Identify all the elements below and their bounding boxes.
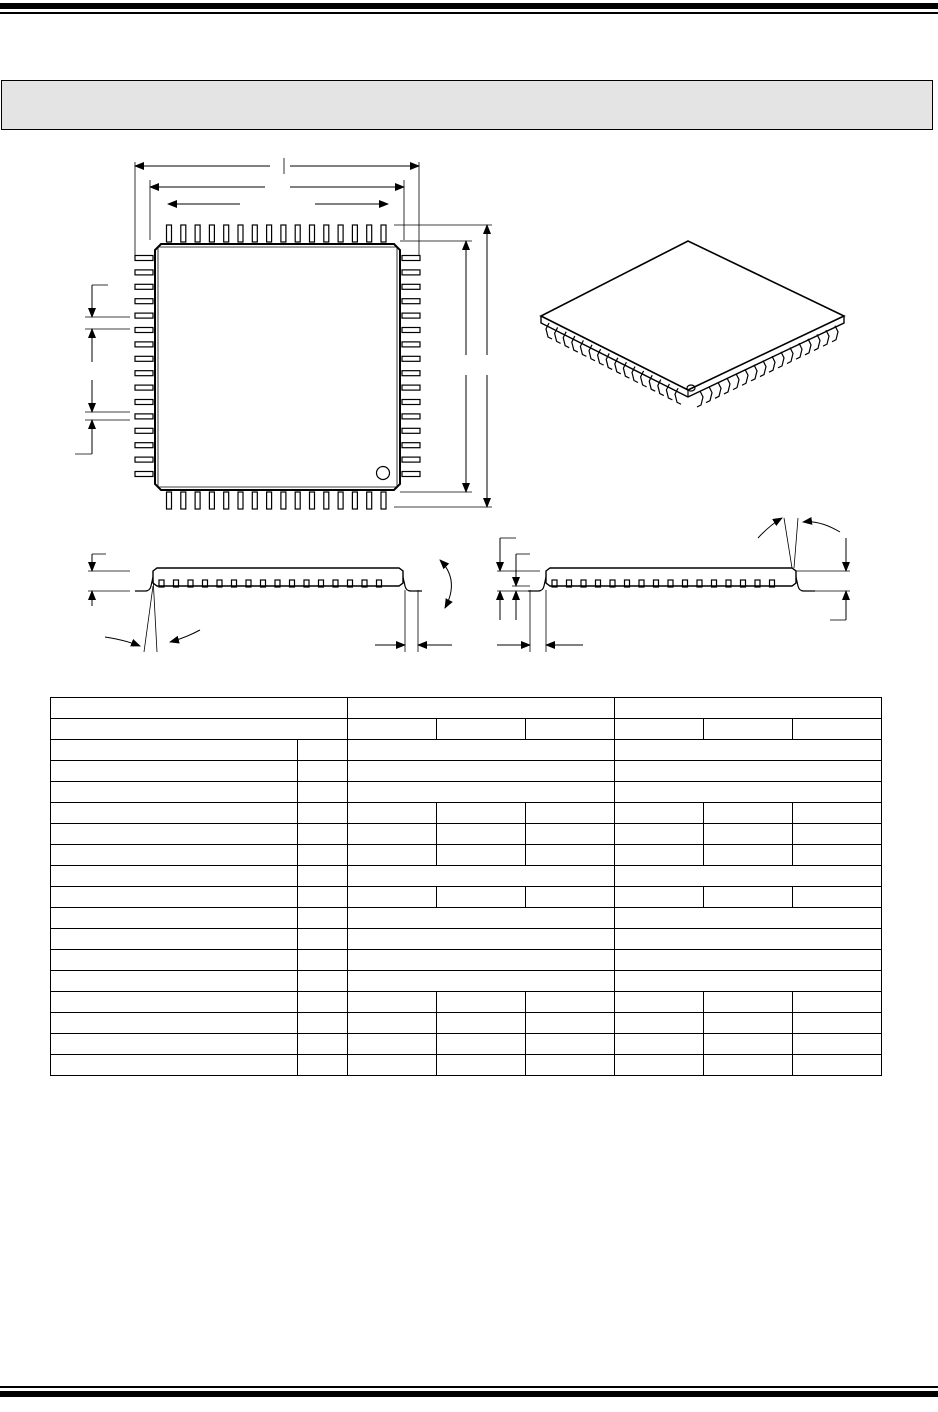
in-value-cell xyxy=(615,929,882,950)
iso-lead xyxy=(715,382,721,398)
pin-right xyxy=(402,299,420,304)
value-cell xyxy=(704,1013,793,1034)
pin-top xyxy=(381,225,386,242)
pin-bottom xyxy=(338,492,343,509)
pin-right xyxy=(402,342,420,347)
iso-package-body xyxy=(541,241,844,390)
pin-left xyxy=(135,400,153,405)
dimension-symbol-cell xyxy=(298,908,348,929)
dimension-name-cell xyxy=(51,929,298,950)
table-row xyxy=(51,992,882,1013)
value-cell xyxy=(437,992,526,1013)
limit-header-cell xyxy=(704,719,793,740)
pin-left xyxy=(135,313,153,318)
limit-header-cell xyxy=(437,719,526,740)
value-cell xyxy=(437,824,526,845)
pin-bottom xyxy=(324,492,329,509)
pin-right xyxy=(402,328,420,333)
mm-value-cell xyxy=(348,908,615,929)
pin-left xyxy=(135,270,153,275)
dimension-name-cell xyxy=(51,950,298,971)
pin-left xyxy=(135,457,153,462)
pin-right xyxy=(402,428,420,433)
footer-rule-thin xyxy=(0,1386,938,1388)
value-cell xyxy=(704,845,793,866)
dimension-name-cell xyxy=(51,740,298,761)
side-view-right xyxy=(497,518,850,652)
value-cell xyxy=(526,1055,615,1076)
pin-top xyxy=(352,225,357,242)
dimension-symbol-cell xyxy=(298,1013,348,1034)
value-cell xyxy=(526,1013,615,1034)
value-cell xyxy=(704,887,793,908)
package-drawing xyxy=(0,140,938,665)
value-cell xyxy=(526,845,615,866)
value-cell xyxy=(348,845,437,866)
dimension-symbol-cell xyxy=(298,950,348,971)
table-row xyxy=(51,740,882,761)
pin-top xyxy=(267,225,272,242)
value-cell xyxy=(793,824,882,845)
pin-left xyxy=(135,328,153,333)
table-row xyxy=(51,824,882,845)
footer-rule-thick xyxy=(0,1391,938,1397)
dimension-symbol-cell xyxy=(298,1034,348,1055)
value-cell xyxy=(615,992,704,1013)
value-cell xyxy=(793,887,882,908)
pin-left xyxy=(135,342,153,347)
value-cell xyxy=(526,824,615,845)
dimension-name-cell xyxy=(51,992,298,1013)
pin-top xyxy=(195,225,200,242)
dimension-name-cell xyxy=(51,971,298,992)
pin-top xyxy=(238,225,243,242)
dimension-name-cell xyxy=(51,1013,298,1034)
pin-top xyxy=(252,225,257,242)
value-cell xyxy=(437,1013,526,1034)
value-cell xyxy=(793,803,882,824)
value-cell xyxy=(615,803,704,824)
value-cell xyxy=(704,824,793,845)
value-cell xyxy=(793,1055,882,1076)
value-cell xyxy=(437,803,526,824)
table-row xyxy=(51,866,882,887)
pin1-marker xyxy=(377,467,390,480)
pin-right xyxy=(402,472,420,477)
header-rule-thick xyxy=(0,3,938,9)
table-row xyxy=(51,971,882,992)
table-row xyxy=(51,1034,882,1055)
value-cell xyxy=(526,887,615,908)
mm-value-cell xyxy=(348,782,615,803)
value-cell xyxy=(348,992,437,1013)
iso-lead xyxy=(724,378,730,394)
pin-bottom xyxy=(352,492,357,509)
value-cell xyxy=(704,1055,793,1076)
iso-lead xyxy=(706,387,712,403)
pin-left xyxy=(135,428,153,433)
dimension-name-cell xyxy=(51,803,298,824)
value-cell xyxy=(793,992,882,1013)
pin-right xyxy=(402,256,420,261)
table-row xyxy=(51,761,882,782)
millimeters-header xyxy=(348,698,615,719)
mm-value-cell xyxy=(348,740,615,761)
header-rule-thin xyxy=(0,12,938,14)
pin-left xyxy=(135,472,153,477)
value-cell xyxy=(704,1034,793,1055)
value-cell xyxy=(348,1013,437,1034)
dimension-name-cell xyxy=(51,845,298,866)
pin-left xyxy=(135,443,153,448)
dimension-symbol-cell xyxy=(298,992,348,1013)
pin-bottom xyxy=(252,492,257,509)
limit-header-cell xyxy=(526,719,615,740)
pin-bottom xyxy=(224,492,229,509)
pin-bottom xyxy=(381,492,386,509)
pin-top xyxy=(224,225,229,242)
value-cell xyxy=(704,803,793,824)
table-row xyxy=(51,845,882,866)
value-cell xyxy=(348,887,437,908)
pin-right xyxy=(402,371,420,376)
limit-header-cell xyxy=(793,719,882,740)
value-cell xyxy=(437,1034,526,1055)
pin-bottom xyxy=(181,492,186,509)
pin-bottom xyxy=(167,492,172,509)
value-cell xyxy=(348,803,437,824)
pin-bottom xyxy=(295,492,300,509)
dimension-symbol-cell xyxy=(298,971,348,992)
in-value-cell xyxy=(615,866,882,887)
pin-right xyxy=(402,457,420,462)
mm-value-cell xyxy=(348,761,615,782)
in-value-cell xyxy=(615,971,882,992)
table-row xyxy=(51,1013,882,1034)
dimension-symbol-cell xyxy=(298,887,348,908)
value-cell xyxy=(704,992,793,1013)
value-cell xyxy=(615,824,704,845)
mm-value-cell xyxy=(348,971,615,992)
pin-left xyxy=(135,299,153,304)
dimension-name-cell xyxy=(51,761,298,782)
pin-bottom xyxy=(209,492,214,509)
pin-left xyxy=(135,371,153,376)
in-value-cell xyxy=(615,761,882,782)
value-cell xyxy=(615,1034,704,1055)
pin-right xyxy=(402,400,420,405)
inches-header xyxy=(615,698,882,719)
in-value-cell xyxy=(615,950,882,971)
value-cell xyxy=(348,1055,437,1076)
dimension-symbol-cell xyxy=(298,824,348,845)
dimension-name-cell xyxy=(51,1034,298,1055)
value-cell xyxy=(526,992,615,1013)
in-value-cell xyxy=(615,740,882,761)
dimension-symbol-cell xyxy=(298,740,348,761)
value-cell xyxy=(526,803,615,824)
pin-top xyxy=(324,225,329,242)
table-row xyxy=(51,950,882,971)
mm-value-cell xyxy=(348,866,615,887)
table-row xyxy=(51,908,882,929)
pin-top xyxy=(167,225,172,242)
value-cell xyxy=(615,1055,704,1076)
pin-right xyxy=(402,313,420,318)
value-cell xyxy=(348,1034,437,1055)
pin-bottom xyxy=(267,492,272,509)
value-cell xyxy=(615,887,704,908)
pin-left xyxy=(135,356,153,361)
dimension-symbol-cell xyxy=(298,761,348,782)
dimension-symbol-cell xyxy=(298,1055,348,1076)
pin-left xyxy=(135,284,153,289)
mm-value-cell xyxy=(348,950,615,971)
side-view-left xyxy=(88,554,452,652)
pin-left xyxy=(135,385,153,390)
pin-bottom xyxy=(195,492,200,509)
limit-header-cell xyxy=(348,719,437,740)
pin-right xyxy=(402,270,420,275)
pin-top xyxy=(181,225,186,242)
dimension-name-cell xyxy=(51,1055,298,1076)
value-cell xyxy=(526,1034,615,1055)
pin-top xyxy=(281,225,286,242)
table-header-row xyxy=(51,698,882,719)
package-body-outline xyxy=(155,244,400,490)
pin-right xyxy=(402,356,420,361)
value-cell xyxy=(793,1013,882,1034)
dimension-symbol-cell xyxy=(298,845,348,866)
value-cell xyxy=(793,845,882,866)
isometric-view xyxy=(541,241,844,407)
table-row xyxy=(51,803,882,824)
value-cell xyxy=(437,845,526,866)
table-row xyxy=(51,782,882,803)
table-row xyxy=(51,719,882,740)
in-value-cell xyxy=(615,782,882,803)
pin-bottom xyxy=(310,492,315,509)
pin-right xyxy=(402,385,420,390)
dimension-limits-label xyxy=(51,719,348,740)
pin-top xyxy=(338,225,343,242)
dimension-symbol-cell xyxy=(298,929,348,950)
dimensions-table xyxy=(50,697,882,1076)
value-cell xyxy=(615,845,704,866)
table-row xyxy=(51,887,882,908)
dimension-name-cell xyxy=(51,908,298,929)
pin-bottom xyxy=(281,492,286,509)
dimension-name-cell xyxy=(51,887,298,908)
top-view xyxy=(75,158,492,509)
pin-right xyxy=(402,414,420,419)
pin-top xyxy=(367,225,372,242)
table-row xyxy=(51,929,882,950)
value-cell xyxy=(793,1034,882,1055)
pin-top xyxy=(295,225,300,242)
pin-left xyxy=(135,414,153,419)
dimension-symbol-cell xyxy=(298,803,348,824)
pin-top xyxy=(209,225,214,242)
value-cell xyxy=(615,1013,704,1034)
value-cell xyxy=(437,1055,526,1076)
value-cell xyxy=(437,887,526,908)
dimension-symbol-cell xyxy=(298,866,348,887)
value-cell xyxy=(348,824,437,845)
pin-right xyxy=(402,284,420,289)
dimension-symbol-cell xyxy=(298,782,348,803)
mm-value-cell xyxy=(348,929,615,950)
dimension-name-cell xyxy=(51,824,298,845)
pin-bottom xyxy=(367,492,372,509)
pin-top xyxy=(310,225,315,242)
in-value-cell xyxy=(615,908,882,929)
pin-right xyxy=(402,443,420,448)
dimension-name-cell xyxy=(51,866,298,887)
limit-header-cell xyxy=(615,719,704,740)
dimension-name-cell xyxy=(51,782,298,803)
units-header xyxy=(51,698,348,719)
table-row xyxy=(51,1055,882,1076)
section-banner xyxy=(1,80,933,130)
pin-bottom xyxy=(238,492,243,509)
pin-left xyxy=(135,256,153,261)
iso-lead xyxy=(697,391,703,407)
